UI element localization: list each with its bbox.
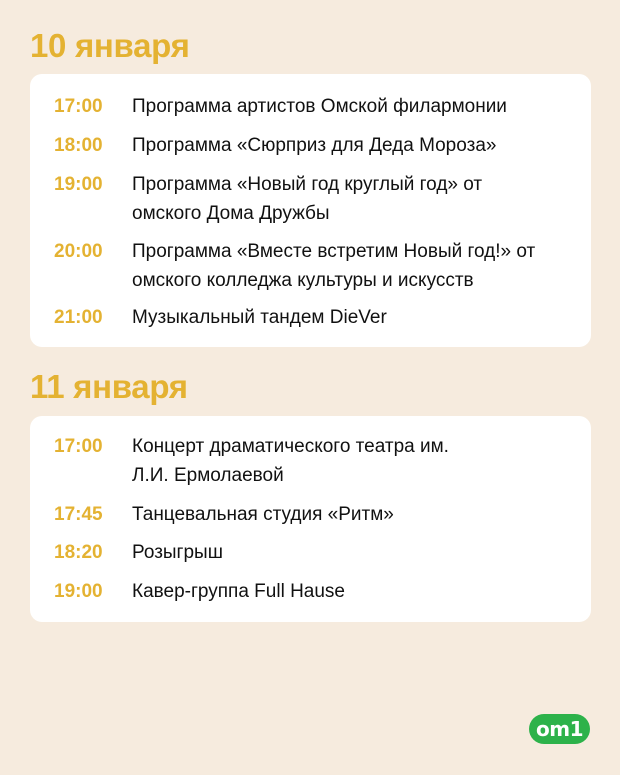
om1-logo: om1 <box>529 714 590 744</box>
event-time: 17:00 <box>54 436 103 457</box>
event-time: 17:45 <box>54 504 103 525</box>
schedule-card <box>30 416 591 622</box>
event-description: Программа «Вместе встретим Новый год!» от омского колледжа культуры и искусств <box>132 241 536 291</box>
event-description: Программа артистов Омской филармонии <box>132 96 507 117</box>
day-title: 10 января <box>30 27 190 64</box>
event-description: Концерт драматического театра им. Л.И. Ермолаевой <box>132 436 449 486</box>
event-description: Программа «Сюрприз для Деда Мороза» <box>132 135 497 156</box>
event-time: 18:00 <box>54 135 103 156</box>
event-time: 19:00 <box>54 174 103 195</box>
event-time: 21:00 <box>54 307 103 328</box>
event-time: 20:00 <box>54 241 103 262</box>
event-description: Розыгрыш <box>132 542 223 563</box>
schedule-card <box>30 74 591 347</box>
event-time: 19:00 <box>54 581 103 602</box>
day-title: 11 января <box>30 368 188 405</box>
event-description: Танцевальная студия «Ритм» <box>132 504 394 525</box>
event-description: Музыкальный тандем DieVer <box>132 307 387 328</box>
event-time: 17:00 <box>54 96 103 117</box>
event-time: 18:20 <box>54 542 103 563</box>
event-description: Кавер-группа Full Hause <box>132 581 345 602</box>
event-description: Программа «Новый год круглый год» от омского Дома Дружбы <box>132 174 483 224</box>
